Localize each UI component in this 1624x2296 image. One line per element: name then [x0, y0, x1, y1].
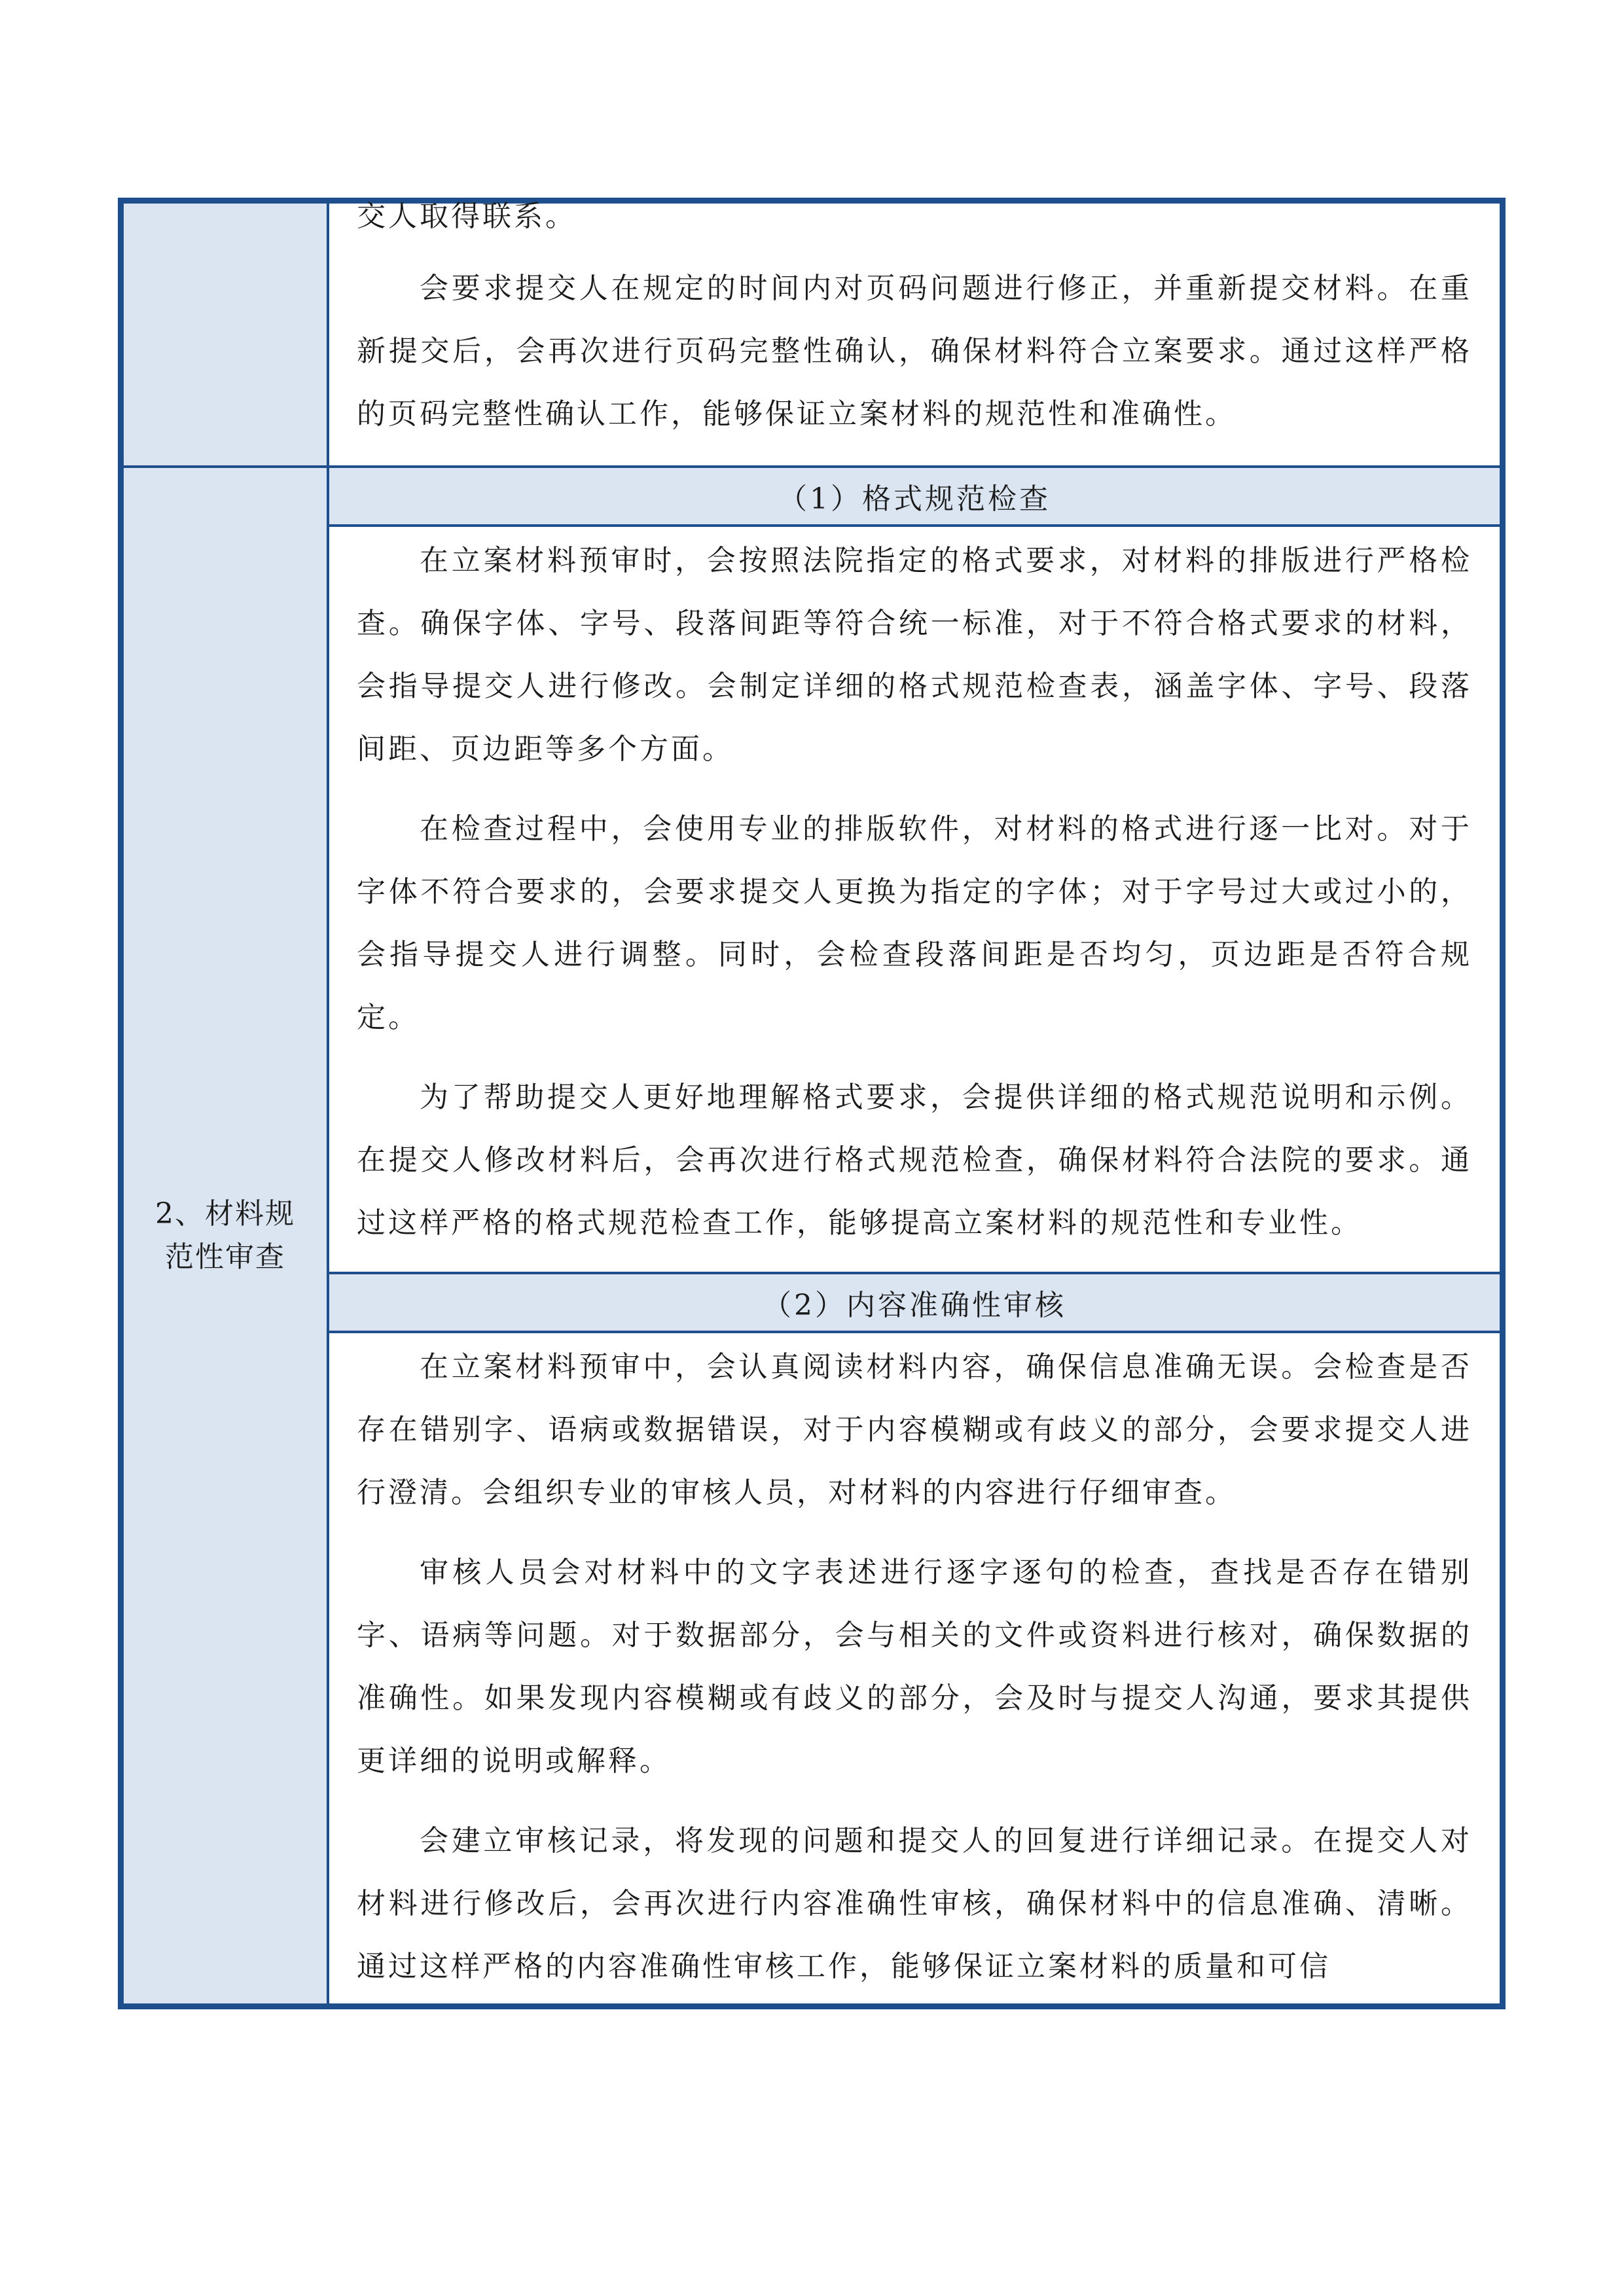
section-heading-content-accuracy: （2）内容准确性审核 — [328, 1273, 1503, 1332]
paragraph: 会建立审核记录，将发现的问题和提交人的回复进行详细记录。在提交人对材料进行修改后，会再次进行内容准确性审核，确保材料中的信息准确、清晰。通过这样严格的内容准确性审核工作，能够保证立案材料的质量和可信 — [357, 1824, 1472, 1983]
content-cell-content-accuracy — [328, 1332, 1503, 2007]
document-table — [118, 198, 1506, 2009]
paragraph: 会要求提交人在规定的时间内对页码问题进行修正，并重新提交材料。在重新提交后，会再次进行页码完整性确认，确保材料符合立案要求。通过这样严格的页码完整性确认工作，能够保证立案材料的规范性和准确性。 — [357, 272, 1472, 431]
table-row-section-body-2 — [121, 1332, 1503, 2007]
row-label-cell — [121, 467, 329, 2007]
paragraph: 为了帮助提交人更好地理解格式要求，会提供详细的格式规范说明和示例。在提交人修改材料后，会再次进行格式规范检查，确保材料符合法院的要求。通过这样严格的格式规范检查工作，能够提高立案材料的规范性和专业性。 — [357, 1081, 1472, 1240]
row-label-material-review: 2、材料规范性审查 — [155, 1197, 295, 1274]
content-cell-continuation — [328, 201, 1503, 467]
row-label-empty — [121, 201, 329, 467]
paragraph: 在检查过程中，会使用专业的排版软件，对材料的格式进行逐一比对。对于字体不符合要求的，会要求提交人更换为指定的字体；对于字号过大或过小的，会指导提交人进行调整。同时，会检查段落间距是否均匀，页边距是否符合规定。 — [357, 812, 1472, 1034]
paragraph: 在立案材料预审中，会认真阅读材料内容，确保信息准确无误。会检查是否存在错别字、语病或数据错误，对于内容模糊或有歧义的部分，会要求提交人进行澄清。会组织专业的审核人员，对材料的内容进行仔细审查。 — [357, 1350, 1472, 1509]
table-row-section-body-1 — [121, 526, 1503, 1273]
paragraph: 审核人员会对材料中的文字表述进行逐字逐句的检查，查找是否存在错别字、语病等问题。对于数据部分，会与相关的文件或资料进行核对，确保数据的准确性。如果发现内容模糊或有歧义的部分，会及时与提交人沟通，要求其提供更详细的说明或解释。 — [357, 1556, 1472, 1778]
content-cell-format-check — [328, 526, 1503, 1273]
paragraph: 交人取得联系。 — [357, 200, 577, 233]
table-row-section-heading-2 — [121, 1273, 1503, 1332]
table-row-section-heading-1 — [121, 467, 1503, 526]
section-heading-format-check: （1）格式规范检查 — [328, 467, 1503, 526]
table-row-continuation — [121, 201, 1503, 467]
paragraph: 在立案材料预审时，会按照法院指定的格式要求，对材料的排版进行严格检查。确保字体、字号、段落间距等符合统一标准，对于不符合格式要求的材料，会指导提交人进行修改。会制定详细的格式规范检查表，涵盖字体、字号、段落间距、页边距等多个方面。 — [357, 544, 1472, 766]
